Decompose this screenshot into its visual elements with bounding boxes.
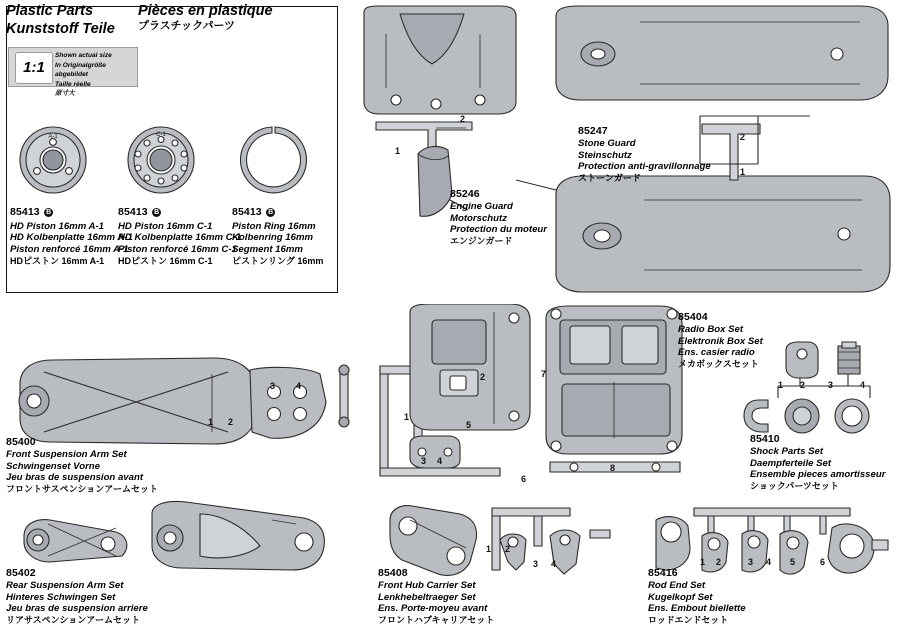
part-name-en: Rod End Set bbox=[648, 579, 706, 591]
part-code: 85402 bbox=[6, 567, 36, 579]
part-name-en: Rear Suspension Arm Set bbox=[6, 579, 124, 591]
callout-rod-5: 5 bbox=[790, 557, 796, 567]
part-name-fr: Ens. casier radio bbox=[678, 347, 755, 359]
callout-shock-4: 4 bbox=[860, 380, 866, 390]
part-label-85413-c1 bbox=[118, 201, 241, 267]
part-name-en: Engine Guard bbox=[450, 200, 513, 212]
callout-stone-guard-2: 2 bbox=[740, 132, 746, 142]
part-badge: B bbox=[154, 209, 160, 216]
part-name-fr: Ens. Embout biellette bbox=[648, 603, 746, 615]
scale-line-en: Shown actual size bbox=[55, 52, 112, 59]
part-code: 85246 bbox=[450, 188, 480, 200]
callout-rod-6: 6 bbox=[820, 557, 826, 567]
part-name-de: Hinteres Schwingen Set bbox=[6, 591, 116, 603]
callout-shock-1: 1 bbox=[778, 380, 784, 390]
callout-front-arm-3: 3 bbox=[270, 381, 276, 391]
title-fr: Pièces en plastique bbox=[138, 3, 273, 19]
part-code: 85410 bbox=[750, 433, 780, 445]
part-name-en: Stone Guard bbox=[578, 137, 636, 149]
part-name-fr: Jeu bras de suspension avant bbox=[6, 472, 144, 484]
part-name-jp: エンジンガード bbox=[450, 235, 513, 246]
callout-rod-3: 3 bbox=[748, 557, 754, 567]
part-code: 85416 bbox=[648, 567, 678, 579]
part-name-de: Daempferteile Set bbox=[750, 457, 832, 469]
part-label-85402 bbox=[6, 567, 148, 626]
callout-hub-1: 1 bbox=[486, 544, 492, 554]
part-label-85400 bbox=[6, 436, 158, 495]
callout-rod-1: 1 bbox=[700, 557, 706, 567]
piston-a1-drawing bbox=[10, 125, 96, 195]
part-code: 85400 bbox=[6, 436, 36, 448]
part-name-fr: Ensemble pieces amortisseur bbox=[750, 469, 886, 481]
callout-radio-1: 1 bbox=[404, 412, 410, 422]
callout-stone-guard-1: 1 bbox=[740, 167, 746, 177]
callout-hub-4: 4 bbox=[551, 559, 557, 569]
part-code: 85413 bbox=[232, 206, 262, 218]
part-name-jp: HDピストン 16mm C-1 bbox=[118, 255, 213, 266]
part-name-de: Lenkhebeltraeger Set bbox=[378, 591, 476, 603]
part-name-en: HD Piston 16mm A-1 bbox=[10, 220, 105, 232]
part-code: 85408 bbox=[378, 567, 408, 579]
callout-hub-3: 3 bbox=[533, 559, 539, 569]
part-code: 85413 bbox=[10, 206, 40, 218]
title-en: Plastic Parts bbox=[6, 3, 94, 19]
part-name-de: Elektronik Box Set bbox=[678, 335, 763, 347]
part-name-jp: ショックパーツセット bbox=[750, 480, 839, 491]
callout-engine-guard-1: 1 bbox=[395, 146, 401, 156]
scale-ratio: 1:1 bbox=[15, 52, 53, 84]
part-name-de: Kolbenring 16mm bbox=[232, 232, 314, 244]
part-name-jp: フロントサスペンションアームセット bbox=[6, 483, 158, 494]
callout-hub-2: 2 bbox=[505, 544, 511, 554]
callout-front-arm-2: 2 bbox=[228, 417, 234, 427]
callout-shock-2: 2 bbox=[800, 380, 806, 390]
part-code: 85247 bbox=[578, 125, 608, 137]
part-name-jp: フロントハブキャリアセット bbox=[378, 614, 495, 625]
part-badge: B bbox=[268, 209, 274, 216]
piston-c1-drawing bbox=[118, 125, 204, 195]
part-name-fr: Jeu bras de suspension arriere bbox=[6, 603, 148, 615]
part-name-de: HD Kolbenplatte 16mm A-1 bbox=[10, 232, 133, 244]
part-name-fr: Protection anti-gravillonnage bbox=[578, 161, 711, 173]
piston-ring-drawing bbox=[232, 125, 318, 195]
callout-radio-2: 2 bbox=[480, 372, 486, 382]
part-name-de: Kugelkopf Set bbox=[648, 591, 713, 603]
part-label-85416 bbox=[648, 567, 746, 626]
part-name-en: Front Hub Carrier Set bbox=[378, 579, 476, 591]
part-name-fr: Ens. Porte-moyeu avant bbox=[378, 603, 488, 615]
callout-front-arm-1: 1 bbox=[208, 417, 214, 427]
part-name-de: Schwingenset Vorne bbox=[6, 460, 101, 472]
part-label-85408 bbox=[378, 567, 494, 626]
part-name-de: HD Kolbenplatte 16mm C-1 bbox=[118, 232, 242, 244]
part-name-jp: HDピストン 16mm A-1 bbox=[10, 255, 105, 266]
scale-line-fr: Taille réelle bbox=[55, 80, 91, 88]
part-name-fr: Segment 16mm bbox=[232, 243, 303, 255]
part-code: 85413 bbox=[118, 206, 148, 218]
title-de: Kunststoff Teile bbox=[6, 21, 115, 38]
scale-line-jp: 原寸大 bbox=[55, 90, 75, 98]
part-name-jp: ピストンリング 16mm bbox=[232, 255, 324, 266]
callout-rod-4: 4 bbox=[766, 557, 772, 567]
callout-shock-3: 3 bbox=[828, 380, 834, 390]
part-name-en: HD Piston 16mm C-1 bbox=[118, 220, 213, 232]
part-name-de: Motorschutz bbox=[450, 212, 508, 224]
part-label-85410 bbox=[750, 433, 885, 492]
callout-radio-3: 3 bbox=[421, 456, 427, 466]
part-name-de: Steinschutz bbox=[578, 149, 632, 161]
part-label-85247 bbox=[578, 125, 711, 184]
part-code: 85404 bbox=[678, 311, 708, 323]
part-badge: B bbox=[46, 209, 52, 216]
svg-text:A-1: A-1 bbox=[48, 134, 58, 140]
part-label-85413-ring bbox=[232, 201, 323, 267]
title-jp: プラスチックパーツ bbox=[138, 20, 236, 33]
part-label-85246 bbox=[450, 188, 547, 247]
part-name-jp: リアサスペンションアームセット bbox=[6, 614, 140, 625]
callout-radio-5: 5 bbox=[466, 420, 472, 430]
part-name-en: Radio Box Set bbox=[678, 323, 744, 335]
callout-radio-7: 7 bbox=[541, 369, 547, 379]
callout-radio-8: 8 bbox=[610, 463, 616, 473]
callout-front-arm-4: 4 bbox=[296, 381, 302, 391]
svg-text:C-1: C-1 bbox=[156, 132, 166, 138]
callout-engine-guard-2: 2 bbox=[460, 114, 466, 124]
callout-radio-4: 4 bbox=[437, 456, 443, 466]
callout-radio-6: 6 bbox=[521, 474, 527, 484]
part-name-en: Piston Ring 16mm bbox=[232, 220, 316, 232]
part-name-jp: ロッドエンドセット bbox=[648, 614, 729, 625]
shock-parts-drawing bbox=[742, 340, 900, 440]
part-name-en: Shock Parts Set bbox=[750, 445, 824, 457]
part-name-jp: メカボックスセット bbox=[678, 358, 759, 369]
part-name-fr: Protection du moteur bbox=[450, 224, 548, 236]
part-name-fr: Piston renforcé 16mm A-1 bbox=[10, 243, 129, 255]
part-name-en: Front Suspension Arm Set bbox=[6, 448, 127, 460]
part-name-jp: ストーンガード bbox=[578, 172, 641, 183]
part-name-fr: Piston renforcé 16mm C-1 bbox=[118, 243, 237, 255]
callout-rod-2: 2 bbox=[716, 557, 722, 567]
part-label-85413-a1 bbox=[10, 201, 133, 267]
scale-line-de: In Originalgröße abgebildet bbox=[55, 61, 106, 79]
